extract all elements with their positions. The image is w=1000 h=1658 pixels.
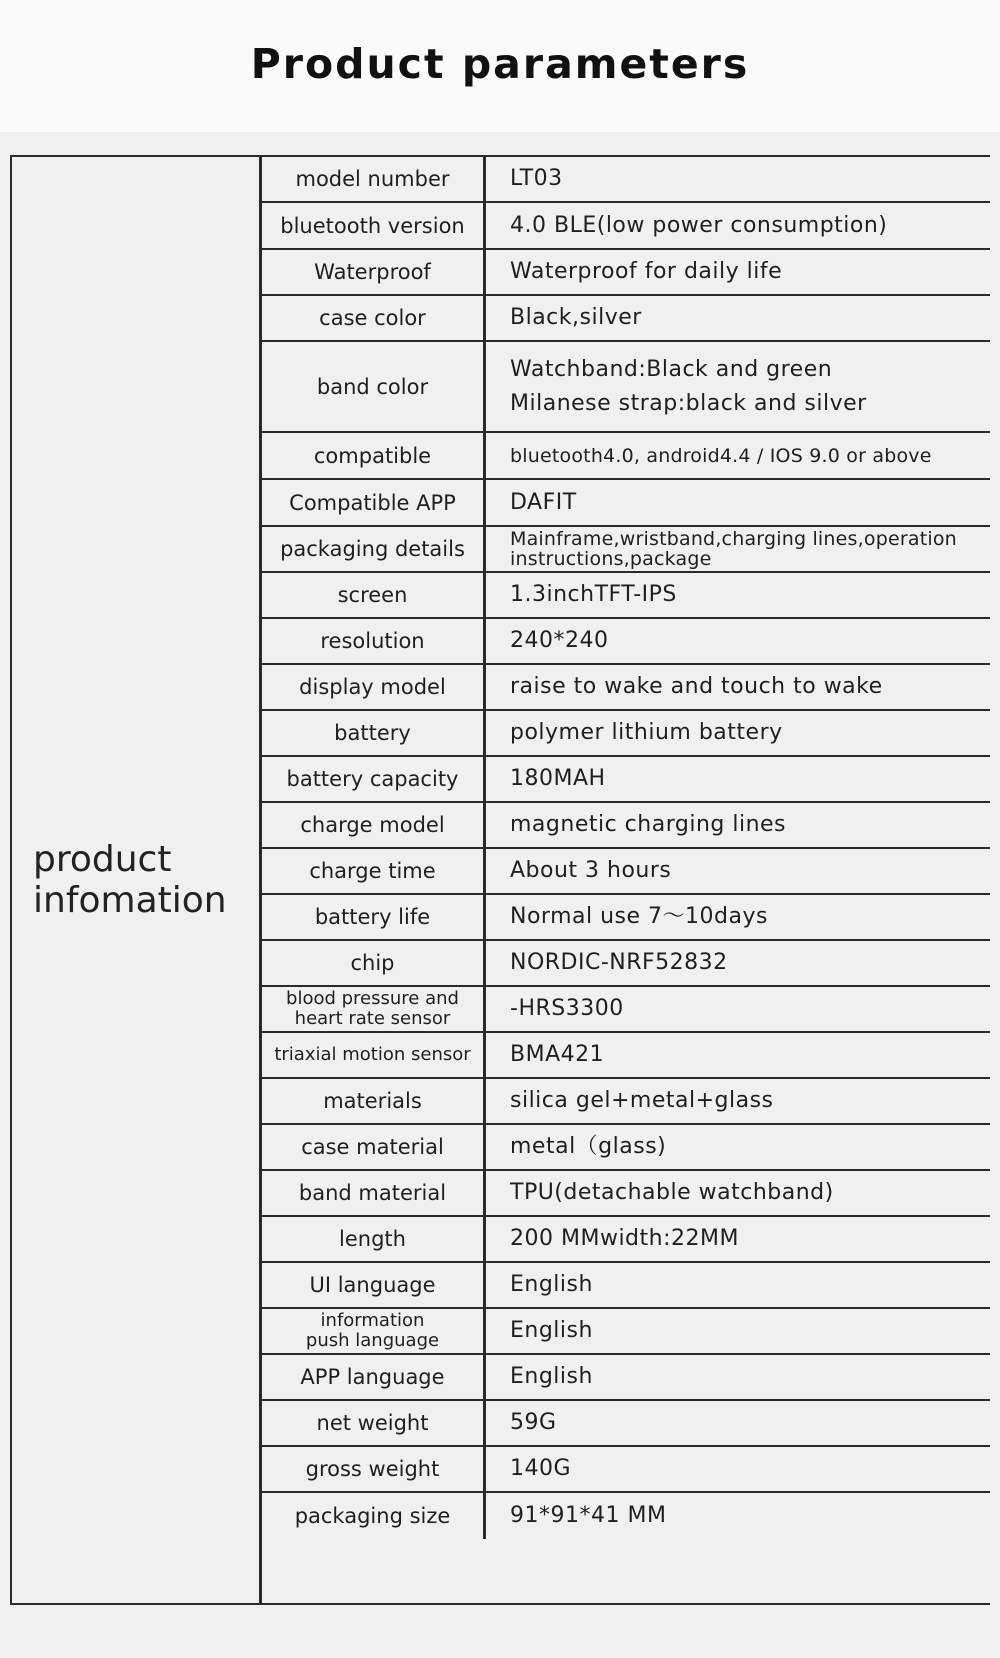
table-row [262, 1033, 990, 1079]
param-name: battery [262, 711, 486, 755]
param-name: packaging size [262, 1493, 486, 1539]
section-cell [12, 157, 262, 1603]
param-name: Compatible APP [262, 480, 486, 525]
param-value: 240*240 [510, 628, 609, 653]
parameter-rows [262, 157, 990, 1603]
param-value: -HRS3300 [510, 996, 624, 1021]
param-name: Waterproof [262, 250, 486, 294]
param-value: LT03 [510, 166, 563, 191]
table-row [262, 1125, 990, 1171]
table-row [262, 1171, 990, 1217]
table-row [262, 203, 990, 250]
param-value: 4.0 BLE(low power consumption) [510, 212, 888, 238]
param-name: UI language [262, 1263, 486, 1307]
table-row [262, 665, 990, 711]
table-row [262, 1309, 990, 1355]
param-value: 200 MMwidth:22MM [510, 1226, 739, 1251]
table-row [262, 250, 990, 296]
param-name: band material [262, 1171, 486, 1215]
param-value: Normal use 7～10days [510, 904, 768, 929]
param-value: English [510, 1318, 593, 1343]
param-name: band color [262, 342, 486, 431]
table-row [262, 757, 990, 803]
param-name: information push language [262, 1309, 486, 1353]
param-value: raise to wake and touch to wake [510, 674, 883, 699]
table-row [262, 1079, 990, 1125]
param-value: 180MAH [510, 766, 606, 791]
param-name: blood pressure and heart rate sensor [262, 987, 486, 1031]
table-row [262, 157, 990, 203]
param-name: bluetooth version [262, 203, 486, 248]
header [0, 0, 1000, 132]
table-row [262, 895, 990, 941]
param-value: Mainframe,wristband,charging lines,operation instructions,package [510, 528, 957, 570]
section-label: product infomation [33, 839, 227, 921]
param-value: NORDIC-NRF52832 [510, 950, 728, 975]
table-row [262, 941, 990, 987]
param-name: compatible [262, 433, 486, 478]
table-row [262, 849, 990, 895]
param-name: charge time [262, 849, 486, 893]
param-value: silica gel+metal+glass [510, 1088, 774, 1113]
param-value: DAFIT [510, 489, 577, 515]
param-name: triaxial motion sensor [262, 1033, 486, 1077]
param-name: charge model [262, 803, 486, 847]
table-row [262, 1447, 990, 1493]
table-row [262, 296, 990, 342]
param-value: Black,silver [510, 305, 642, 330]
param-name: battery life [262, 895, 486, 939]
table-row [262, 1401, 990, 1447]
parameters-table [10, 155, 990, 1605]
param-name: battery capacity [262, 757, 486, 801]
param-value: magnetic charging lines [510, 812, 787, 837]
param-name: case material [262, 1125, 486, 1169]
table-row [262, 527, 990, 573]
param-value: 140G [510, 1456, 572, 1481]
param-value: Watchband:Black and green Milanese strap:black and silver [510, 356, 867, 416]
table-row [262, 480, 990, 527]
param-name: chip [262, 941, 486, 985]
param-name: resolution [262, 619, 486, 663]
param-value: polymer lithium battery [510, 720, 783, 745]
table-row [262, 1217, 990, 1263]
table-row [262, 433, 990, 480]
param-name: model number [262, 157, 486, 201]
table-row [262, 803, 990, 849]
param-value: English [510, 1272, 593, 1297]
param-name: screen [262, 573, 486, 617]
param-name: length [262, 1217, 486, 1261]
page-title: Product parameters [250, 39, 750, 88]
param-value: metal（glass) [510, 1134, 667, 1159]
param-name: APP language [262, 1355, 486, 1399]
param-name: display model [262, 665, 486, 709]
param-name: gross weight [262, 1447, 486, 1491]
param-value: 91*91*41 MM [510, 1503, 667, 1528]
param-value: Waterproof for daily life [510, 259, 783, 284]
param-value: About 3 hours [510, 858, 672, 883]
table-row [262, 1355, 990, 1401]
param-name: materials [262, 1079, 486, 1123]
param-value: 59G [510, 1410, 557, 1435]
param-name: case color [262, 296, 486, 340]
table-row [262, 987, 990, 1033]
param-name: net weight [262, 1401, 486, 1445]
table-row [262, 1263, 990, 1309]
param-value: bluetooth4.0, android4.4 / IOS 9.0 or above [510, 444, 932, 467]
param-name: packaging details [262, 527, 486, 571]
table-row [262, 711, 990, 757]
param-value: TPU(detachable watchband) [510, 1180, 834, 1205]
param-value: English [510, 1364, 593, 1389]
param-value: BMA421 [510, 1042, 605, 1067]
param-value: 1.3inchTFT-IPS [510, 582, 677, 607]
table-row [262, 342, 990, 433]
table-row [262, 573, 990, 619]
table-row [262, 1493, 990, 1539]
table-row [262, 619, 990, 665]
